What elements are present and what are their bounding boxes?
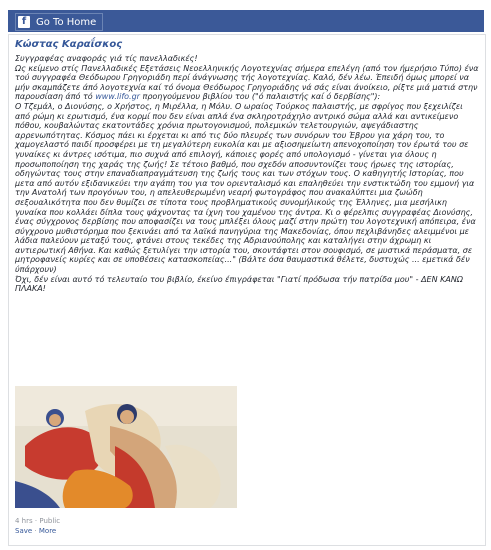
top-navigation-bar — [8, 10, 484, 32]
post-photo[interactable] — [15, 386, 237, 508]
post-paragraph-1: Συγγραφέας αναφοράς γιά τίς πανελλαδικές! — [15, 54, 198, 63]
post-paragraph-2: Ως κείμενο στίς Πανελλαδικές Εξετάσεις Νεοελληνικής Λογοτεχνίας σήμερα επελέγη (από τον ήμερήσιο Τύπο) ένα τού συγγραφέα Θεόδωρου Γρηγοριάδη περί άνάγνωσης τής λογοτεχνίας. Καλό, δέν λέω. Έπειδή όμως μπορεί να μήν σκαμπάζετε άπό λογοτεχνία καί τό όνομα Θεόδωρος Γρηγοριάδης νά σάς είναι άνοίκειο, ρίξτε μιά ματιά στην παρουσίαση άπό τό www.lifo.gr προηγούμενου βιβλίου του ("ό παλαιστής καί ό δερβίσης"): — [15, 63, 479, 102]
meta-separator: · — [34, 517, 38, 525]
actions-separator: · — [34, 527, 37, 535]
post-actions — [15, 527, 56, 535]
more-link[interactable]: More — [38, 527, 57, 535]
lifo-link[interactable]: www.lifo.gr — [95, 92, 140, 102]
post-meta — [15, 517, 60, 525]
facebook-post — [8, 34, 486, 546]
post-author-name[interactable]: Κώστας Καραΐσκος — [15, 39, 123, 50]
post-timestamp[interactable]: 4 hrs — [15, 517, 33, 525]
save-link[interactable]: Save — [15, 527, 33, 535]
post-body — [15, 54, 479, 294]
facebook-icon: f — [18, 16, 30, 28]
go-to-home-label: Go To Home — [36, 16, 97, 28]
post-paragraph-4: Όχι, δέν είναι αυτό τό τελευταίο του βιβλίο, έκείνο έπιγράφεται "Γιατί πρόδωσα τήν πατρίδα μου" - ΔΕΝ ΚΑΝΩ ΠΛΑΚΑ! — [15, 274, 463, 294]
privacy-label: Public — [39, 517, 61, 525]
post-paragraph-3: Ο Τζεμάλ, ο Διονύσης, ο Χρήστος, η Μιρέλλα, η Μόλυ. Ο ωραίος Τούρκος παλαιστής, με σφρίγος που ξεχειλίζει από ρώμη κι ερωτισμό, ένα κορμί που δεν είναι απλά ένα σκληροτράχηλο αντρικό σώμα αλλά και αντικείμενο πόθου, κουβαλώντας εκατοντάδες χρόνια πρωτογονισμού, πολεμικών τελετουργιών, αψεγάδιαστης αρρενωπότητας. Κόσμος πάει κι έρχεται κι από τις δύο πλευρές των συνόρων του Έβρου για χάρη του, το χαμογελαστό παιδί προσφέρει με τη μεγαλύτερη ευκολία και με αξιοσημείωτη απενοχοποίηση τον έρωτά του σε γυναίκες κι άντρες ισότιμα, πιο συχνά από επιλογή, κάποιες φορές από υπολογισμό - γίνεται για όλους η προσωποποίηση της χαράς της ζωής! Σε τέτοιο βαθμό, που σχεδόν αποσυντονίζει τους ήρωες της ιστορίας, οδηγώντας τους στην επαναδιαπραγμάτευση της ζωής τους και των στόχων τους. Ο καθηγητής Ιστορίας, που μετα από αυτόν εξιδανικεύει την αγάπη του για τον οριενταλισμό και επαληθεύει την ενστικτώδη του εμμονή για την Ανατολή των προγόνων του, η απελευθερωμένη νεαρή φωτογράφος που ανακαλύπτει μια ζωώδη σεξουαλικότητα που δεν θυμίζει σε τίποτα τους προβληματικούς συνομήλικούς της Έλληνες, μια μεσήλικη γυναίκα που κολλάει δίπλα τους ψάχνοντας τα ίχνη του χαμένου της άντρα. Κι ο φέρελπις συγγραφέας Διονύσης, ένας σύγχρονος δερβίσης που αποφασίζει να τους μπλέξει όλους μαζί στην πρώτη του λογοτεχνική απόπειρα, ένα σύγχρονο μυθιστόρημα που ξεκινάει από τα λαϊκά πανηγύρια της Μακεδονίας, όπου πεχλιβάνηδες αλειμμένοι με λάδια παλεύουν μεταξύ τους, φτάνει στους τεκέδες της Αδριανούπολης και καταλήγει στην άχρωμη κι αντιερωτική Αθήνα. Και καθώς ξετυλίγει την ιστορία του, σκοντάφτει στον σουφισμό, σε μυστικά περάσματα, σε μητροφανείς κυρίες και σε υποθέσεις κατασκοπείας..." (Βάλτε όσα θαυμαστικά θέλετε, δυστυχώς ... εμετικά δέν ύπάρχουν) — [15, 101, 476, 275]
go-to-home-button[interactable] — [15, 13, 103, 31]
